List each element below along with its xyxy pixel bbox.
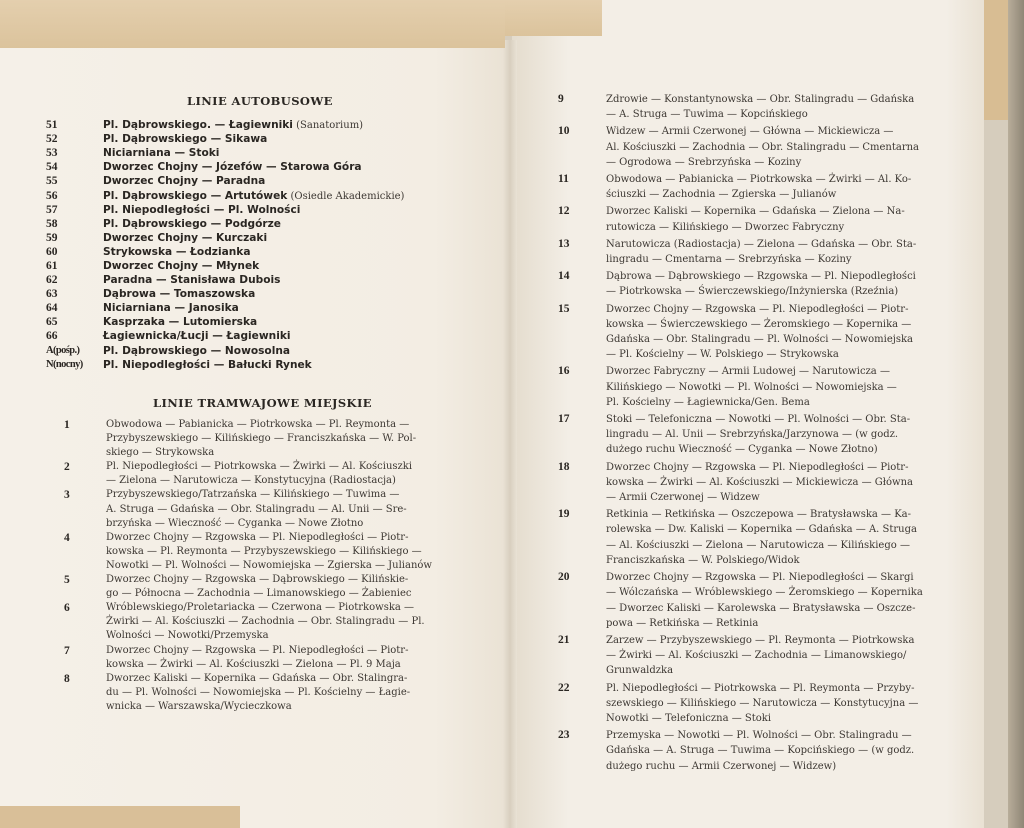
tram-line-entry: [558, 681, 962, 727]
tram-line-entry: [64, 531, 464, 573]
line-route: Obwodowa — Pabianicka — Piotrkowska — Żwirki — Al. Ko- ściuszki — Zachodnia — Zgierska — Julianów: [606, 174, 912, 201]
tram-line-entry: [558, 507, 962, 568]
line-route: Widzew — Armii Czerwonej — Główna — Mickiewicza — Al. Kościuszki — Zachodnia — Obr. Stalingradu — Cmentarna — Ogrodowa — Srebrzyńska — Koziny: [606, 126, 920, 168]
line-number: 8: [64, 672, 70, 685]
bus-line-row: [46, 118, 486, 132]
line-route: Kasprzaka — Lutomierska: [103, 316, 258, 329]
line-route: Przemyska — Nowotki — Pl. Wolności — Obr. Stalingradu — Gdańska — A. Struga — Tuwima — Kopcińskiego — (w godz. dużego ruchu — Armii Czerwonej — Widzew): [606, 730, 915, 772]
line-route: Pl. Dąbrowskiego. — Łagiewniki (Sanatorium): [103, 119, 364, 132]
line-route: Dworzec Chojny — Rzgowska — Pl. Niepodległości — Piotr- kowska — Żwirki — Al. Kościuszki — Mickiewicza — Główna — Armii Czerwonej — Widzew: [606, 461, 914, 504]
line-number: 22: [558, 681, 570, 694]
bus-line-row: [46, 273, 486, 287]
line-number: 16: [558, 365, 570, 378]
line-route: Retkinia — Retkińska — Oszczepowa — Bratysławska — Ka- rolewska — Dw. Kaliski — Kopernika — Gdańska — A. Struga — Al. Kościuszki — Zielona — Narutowicza — Kilińskiego — Franciszkańska — W. Polskiego/Widok: [606, 509, 917, 566]
line-route: Stoki — Telefoniczna — Nowotki — Pl. Wolności — Obr. Sta- lingradu — Al. Unii — Srebrzyńska/Jarzynowa — (w godz. dużego ruchu Wieczność — Cyganka — Nowe Złotno): [606, 414, 911, 456]
bus-line-row: [46, 174, 486, 188]
tram-line-entry: [558, 364, 962, 410]
line-number: 1: [64, 419, 70, 431]
line-route: Dworzec Fabryczny — Armii Ludowej — Narutowicza — Kilińskiego — Nowotki — Pl. Wolności — Nowomiejska — Pl. Kościelny — Łagiewnicka/Gen. Bema: [606, 366, 897, 408]
line-number: 21: [558, 633, 570, 646]
line-route: Pl. Niepodległości — Piotrkowska — Żwirki — Al. Kościuszki — Zielona — Narutowicza — Konstytucyjna (Radiostacja): [106, 461, 413, 487]
line-number: 19: [558, 508, 570, 521]
bus-line-row: [46, 344, 486, 358]
tram-line-entry: [64, 601, 464, 643]
line-route: Dworzec Chojny — Rzgowska — Pl. Niepodległości — Piotr- kowska — Pl. Reymonta — Przybyszewskiego — Kilińskiego — Nowotki — Pl. Wolności — Nowomiejska — Zgierska — Julianów: [106, 531, 432, 571]
line-route: Dworzec Chojny — Rzgowska — Pl. Niepodległości — Piotr- kowska — Żwirki — Al. Kościuszki — Zielona — Pl. 9 Maja: [106, 644, 409, 670]
tape-strip-bottom-left: [0, 806, 240, 828]
line-route: Dworzec Chojny — Rzgowska — Pl. Niepodległości — Piotr- kowska — Świerczewskiego — Żeromskiego — Kopernika — Gdańska — Obr. Stalingradu — Pl. Wolności — Nowomiejska — Pl. Kościelny — W. Polskiego — Strykowska: [606, 303, 914, 361]
tram-line-entry: [558, 269, 962, 299]
line-number: 65: [46, 316, 58, 329]
bus-lines-heading: LINIE AUTOBUSOWE: [187, 94, 333, 108]
tram-line-entry: [558, 124, 962, 170]
line-route: Przybyszewskiego/Tatrzańska — Kilińskiego — Tuwima — A. Struga — Gdańska — Obr. Stalingradu — Al. Unii — Sre- brzyńska — Wieczność — Cyganka — Nowe Złotno: [106, 489, 407, 529]
tram-line-entry: [558, 302, 962, 363]
tram-line-entry: [64, 644, 464, 672]
line-route: Dąbrowa — Tomaszowska: [103, 288, 256, 301]
line-route: Niciarniana — Janosika: [103, 302, 239, 315]
bus-line-row: [46, 203, 486, 217]
line-route: Dworzec Chojny — Paradna: [103, 175, 266, 188]
line-number: 14: [558, 270, 570, 283]
tram-line-entry: [558, 460, 962, 506]
page-edge-shadow: [1008, 0, 1024, 828]
bus-line-row: [46, 358, 486, 372]
line-number: 53: [46, 147, 58, 160]
line-route: Pl. Dąbrowskiego — Artutówek (Osiedle Akademickie): [103, 189, 405, 202]
line-route: Dworzec Kaliski — Kopernika — Gdańska — Zielona — Na- rutowicza — Kilińskiego — Dworzec Fabryczny: [606, 206, 905, 233]
line-number: 15: [558, 302, 570, 315]
line-number: 18: [558, 460, 570, 473]
line-number: 23: [558, 729, 570, 742]
line-route: Dworzec Chojny — Rzgowska — Pl. Niepodległości — Skargi — Wólczańska — Wróblewskiego — Żeromskiego — Kopernika — Dworzec Kaliski — Karolewska — Bratysławska — Oszcze- powa — Retkińska — Retkinia: [606, 572, 923, 629]
line-route: Dworzec Chojny — Kurczaki: [103, 231, 268, 244]
line-number: 7: [64, 644, 70, 657]
tram-line-entry: [64, 672, 464, 714]
bus-line-row: [46, 301, 486, 315]
tram-line-entry: [558, 728, 962, 774]
line-route: Pl. Dąbrowskiego — Nowosolna: [103, 344, 291, 357]
line-route: Strykowska — Łodzianka: [103, 245, 251, 258]
bus-lines-list: [46, 118, 486, 372]
book-spine: [503, 40, 517, 828]
line-number: 60: [46, 245, 58, 258]
tram-line-entry: [64, 418, 464, 460]
line-number: 51: [46, 119, 58, 132]
line-number: 52: [46, 133, 58, 146]
line-route: Pl. Niepodległości — Bałucki Rynek: [103, 358, 312, 371]
line-route: Dworzec Chojny — Rzgowska — Dąbrowskiego — Kilińskie- go — Północna — Zachodnia — Limanowskiego — Żabieniec: [106, 574, 412, 600]
line-number: 56: [46, 189, 58, 202]
tape-strip-top-right: [505, 0, 602, 36]
tram-line-entry: [558, 633, 962, 679]
bus-line-row: [46, 259, 486, 273]
tram-line-entry: [558, 92, 962, 122]
bus-line-row: [46, 160, 486, 174]
line-route: Łagiewnicka/Łucji — Łagiewniki: [103, 330, 291, 343]
tram-lines-list-left: [64, 418, 464, 714]
tram-lines-heading: LINIE TRAMWAJOWE MIEJSKIE: [153, 396, 372, 410]
line-route: Zdrowie — Konstantynowska — Obr. Stalingradu — Gdańska — A. Struga — Tuwima — Kopcińskiego: [606, 94, 915, 121]
line-route: Pl. Niepodległości — Pl. Wolności: [103, 203, 301, 216]
line-route: Zarzew — Przybyszewskiego — Pl. Reymonta — Piotrkowska — Żwirki — Al. Kościuszki — Zachodnia — Limanowskiego/ Grunwaldzka: [606, 634, 915, 677]
line-number: 17: [558, 413, 570, 426]
tram-line-entry: [558, 172, 962, 202]
line-number: 12: [558, 205, 570, 218]
line-number: 10: [558, 125, 570, 138]
line-route: Wróblewskiego/Proletariacka — Czerwona — Piotrkowska — Żwirki — Al. Kościuszki — Zachodnia — Obr. Stalingradu — Pl. Wolności — Nowotki/Przemyska: [106, 602, 425, 642]
line-number: N(nocny): [46, 359, 83, 371]
line-number: 2: [64, 461, 70, 474]
tram-line-entry: [64, 460, 464, 488]
bus-line-row: [46, 231, 486, 245]
line-route: Obwodowa — Pabianicka — Piotrkowska — Pl. Reymonta — Przybyszewskiego — Kilińskiego — Franciszkańska — W. Pol- skiego — Strykowska: [106, 419, 417, 459]
tram-line-entry: [558, 204, 962, 234]
line-number: 4: [64, 531, 70, 544]
line-number: 9: [558, 93, 564, 105]
line-route: Niciarniana — Stoki: [103, 147, 220, 160]
tram-line-entry: [64, 488, 464, 530]
line-number: 59: [46, 231, 58, 244]
line-number: 54: [46, 161, 58, 174]
tram-line-entry: [558, 412, 962, 458]
line-number: 66: [46, 330, 58, 343]
bus-line-row: [46, 217, 486, 231]
line-number: 64: [46, 302, 58, 315]
line-number: 13: [558, 237, 570, 250]
bus-line-row: [46, 132, 486, 146]
tape-strip-right: [984, 0, 1010, 120]
tram-line-entry: [558, 237, 962, 267]
bus-line-row: [46, 245, 486, 259]
line-number: 3: [64, 489, 70, 502]
bus-line-row: [46, 329, 486, 343]
line-route: Dworzec Chojny — Młynek: [103, 259, 260, 272]
line-number: 20: [558, 571, 570, 584]
line-route: Dworzec Chojny — Józefów — Starowa Góra: [103, 161, 362, 174]
line-route: Paradna — Stanisława Dubois: [103, 274, 281, 287]
line-number: A(pośp.): [46, 345, 80, 357]
tram-lines-list-right: [558, 92, 962, 774]
line-route: Dąbrowa — Dąbrowskiego — Rzgowska — Pl. Niepodległości — Piotrkowska — Świerczewskiego/Inżynierska (Rzeźnia): [606, 271, 916, 298]
tape-strip-top-left: [0, 0, 505, 48]
line-route: Dworzec Kaliski — Kopernika — Gdańska — Obr. Stalingra- du — Pl. Wolności — Nowomiejska — Pl. Kościelny — Łagie- wnicka — Warszawska/Wycieczkowa: [106, 672, 411, 712]
line-route: Pl. Niepodległości — Piotrkowska — Pl. Reymonta — Przyby- szewskiego — Kilińskiego — Narutowicza — Konstytucyjna — Nowotki — Telefoniczna — Stoki: [606, 682, 919, 724]
tram-line-entry: [558, 570, 962, 631]
line-route: Pl. Dąbrowskiego — Sikawa: [103, 133, 268, 146]
line-route: Narutowicza (Radiostacja) — Zielona — Gdańska — Obr. Sta- lingradu — Cmentarna — Srebrzyńska — Koziny: [606, 238, 917, 266]
line-number: 6: [64, 602, 70, 615]
bus-line-row: [46, 146, 486, 160]
line-route: Pl. Dąbrowskiego — Podgórze: [103, 217, 281, 230]
line-number: 57: [46, 203, 58, 216]
line-number: 58: [46, 217, 58, 230]
tram-line-entry: [64, 573, 464, 601]
line-number: 61: [46, 259, 58, 272]
line-number: 63: [46, 288, 58, 301]
line-number: 5: [64, 574, 70, 587]
line-number: 11: [558, 173, 569, 186]
line-number: 55: [46, 175, 58, 188]
bus-line-row: [46, 287, 486, 301]
line-number: 62: [46, 274, 58, 287]
bus-line-row: [46, 315, 486, 329]
bus-line-row: [46, 188, 486, 202]
